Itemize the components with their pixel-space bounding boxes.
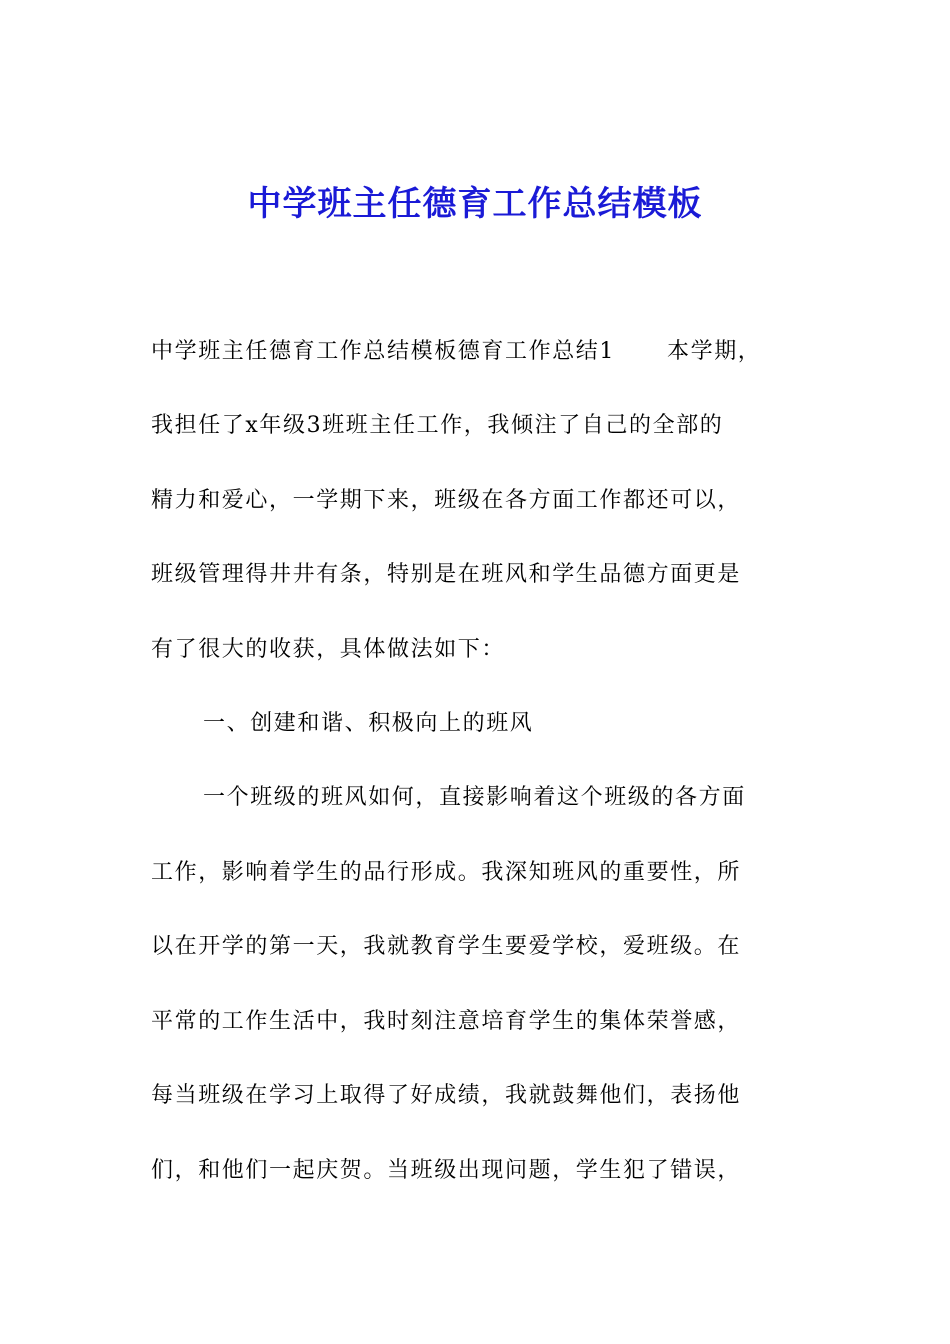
- paragraph-line: 每当班级在学习上取得了好成绩，我就鼓舞他们，表扬他: [151, 1083, 742, 1108]
- document-title: 中学班主任德育工作总结模板: [247, 184, 703, 224]
- paragraph-line: 精力和爱心，一学期下来，班级在各方面工作都还可以，: [151, 488, 742, 513]
- paragraph-line: 以在开学的第一天，我就教育学生要爱学校，爱班级。在: [151, 934, 742, 959]
- paragraph-line: 工作，影响着学生的品行形成。我深知班风的重要性，所: [151, 860, 742, 885]
- paragraph-line: 一个班级的班风如何，直接影响着这个班级的各方面: [203, 785, 746, 810]
- paragraph-line: 们，和他们一起庆贺。当班级出现问题，学生犯了错误，: [151, 1158, 742, 1183]
- paragraph-line: 有了很大的收获，具体做法如下：: [151, 637, 506, 662]
- document-subtitle-text: 中学班主任德育工作总结模板德育工作总结1: [151, 339, 615, 364]
- paragraph-line: 班级管理得井井有条，特别是在班风和学生品德方面更是: [151, 562, 742, 587]
- paragraph-line: [151, 332, 801, 372]
- paragraph-line: 我担任了x年级3班班主任工作，我倾注了自己的全部的: [151, 413, 724, 438]
- paragraph-line: 平常的工作生活中，我时刻注意培育学生的集体荣誉感，: [151, 1009, 742, 1034]
- section-heading: 一、创建和谐、积极向上的班风: [203, 711, 534, 736]
- paragraph-text: 本学期，: [667, 339, 762, 364]
